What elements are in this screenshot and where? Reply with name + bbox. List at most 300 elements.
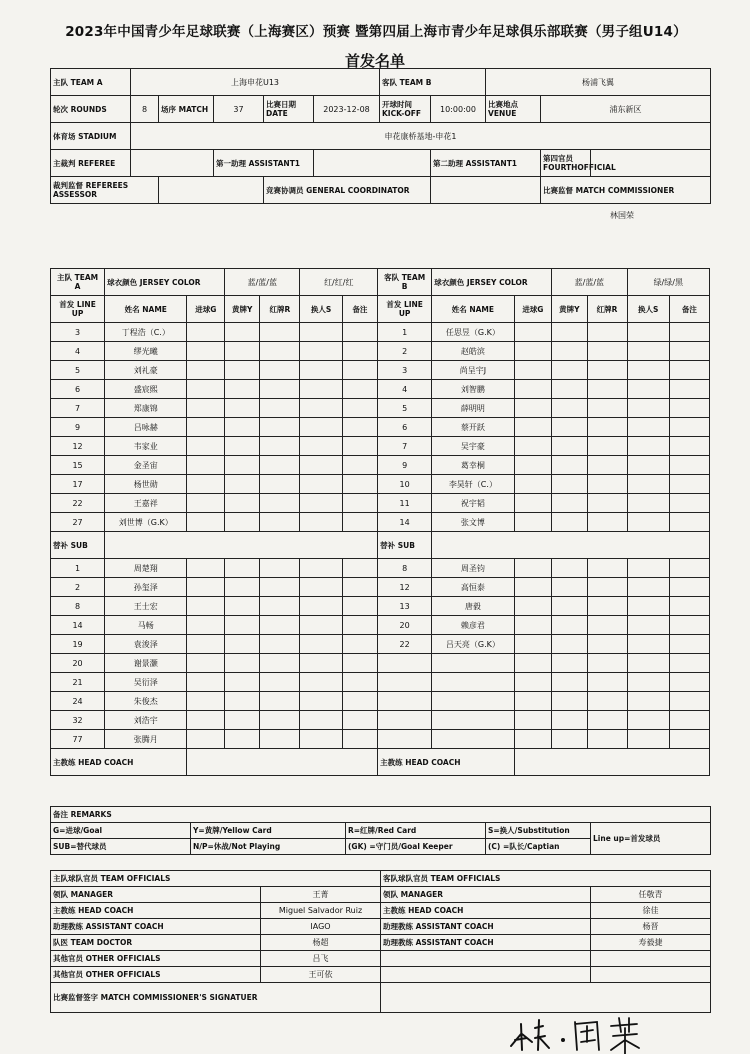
date-value: 2023-12-08 — [314, 96, 380, 123]
table-row — [51, 730, 710, 749]
stat-cell — [627, 323, 669, 342]
stat-cell — [669, 513, 709, 532]
stat-cell — [627, 673, 669, 692]
official-row — [51, 935, 711, 951]
stat-cell — [300, 578, 342, 597]
stat-cell — [260, 456, 300, 475]
player-number: 32 — [51, 711, 105, 730]
player-number: 1 — [378, 323, 432, 342]
stat-cell — [187, 475, 225, 494]
away-team-label: 客队 TEAM B — [380, 69, 486, 96]
stat-cell — [300, 399, 342, 418]
away-official-value — [591, 967, 711, 983]
away-official-value: 任敬青 — [591, 887, 711, 903]
stat-cell — [187, 494, 225, 513]
home-official-label: 领队 MANAGER — [51, 887, 261, 903]
away-official-label: 助理教练 ASSISTANT COACH — [381, 935, 591, 951]
home-official-value: IAGO — [261, 919, 381, 935]
stat-cell — [627, 654, 669, 673]
stat-cell — [225, 711, 260, 730]
official-row — [51, 887, 711, 903]
player-name: 吴衍泽 — [105, 673, 187, 692]
player-name: 张腾月 — [105, 730, 187, 749]
stat-cell — [552, 635, 587, 654]
stat-cell — [260, 380, 300, 399]
player-name: 金圣宙 — [105, 456, 187, 475]
stat-cell — [300, 380, 342, 399]
stat-cell — [225, 673, 260, 692]
stat-cell — [552, 342, 587, 361]
stadium-value: 申花康桥基地-申花1 — [131, 123, 711, 150]
stat-cell — [669, 654, 709, 673]
stat-cell — [514, 711, 552, 730]
kickoff-value: 10:00:00 — [431, 96, 486, 123]
stat-cell — [260, 597, 300, 616]
home-sub-label: 替补 SUB — [51, 532, 105, 559]
remark-goal: G=进球/Goal — [51, 823, 191, 839]
player-name — [432, 730, 514, 749]
stat-cell — [225, 475, 260, 494]
stat-cell — [342, 635, 377, 654]
stat-cell — [514, 456, 552, 475]
stat-cell — [514, 635, 552, 654]
table-row — [51, 361, 710, 380]
stat-cell — [552, 673, 587, 692]
stat-cell — [627, 437, 669, 456]
stat-cell — [514, 730, 552, 749]
stat-cell — [300, 456, 342, 475]
document-title: 2023年中国青少年足球联赛（上海赛区）预赛 暨第四届上海市青少年足球俱乐部联赛（男子组U14） — [65, 24, 687, 40]
stat-cell — [669, 730, 709, 749]
home-official-label: 其他官员 OTHER OFFICIALS — [51, 967, 261, 983]
stadium-label: 体育场 STADIUM — [51, 123, 131, 150]
stat-cell — [300, 635, 342, 654]
player-name: 郑康锦 — [105, 399, 187, 418]
player-number: 1 — [51, 559, 105, 578]
stat-cell — [627, 597, 669, 616]
match-info-table — [50, 68, 711, 204]
assistant1-value — [314, 150, 431, 177]
stat-cell — [627, 399, 669, 418]
stat-cell — [300, 418, 342, 437]
stat-cell — [225, 513, 260, 532]
stat-cell — [342, 494, 377, 513]
stat-cell — [260, 418, 300, 437]
away-jersey-2: 绿/绿/黑 — [627, 269, 709, 296]
player-number: 4 — [51, 342, 105, 361]
stat-cell — [300, 342, 342, 361]
stat-cell — [187, 380, 225, 399]
stat-cell — [552, 380, 587, 399]
player-number — [378, 730, 432, 749]
stat-cell — [552, 730, 587, 749]
venue-value: 浦东新区 — [541, 96, 711, 123]
stat-cell — [225, 342, 260, 361]
remark-substitution: S=换人/Substitution — [486, 823, 591, 839]
stat-cell — [587, 559, 627, 578]
table-row — [51, 654, 710, 673]
stat-cell — [587, 437, 627, 456]
player-number: 6 — [378, 418, 432, 437]
player-number: 6 — [51, 380, 105, 399]
away-official-label — [381, 951, 591, 967]
stat-cell — [300, 513, 342, 532]
player-number — [378, 654, 432, 673]
stat-cell — [669, 692, 709, 711]
player-name: 葛幸桐 — [432, 456, 514, 475]
player-name: 丁程浩（C.） — [105, 323, 187, 342]
stat-cell — [514, 418, 552, 437]
stat-cell — [587, 456, 627, 475]
stat-cell — [627, 692, 669, 711]
player-number: 10 — [378, 475, 432, 494]
stat-cell — [342, 559, 377, 578]
player-name: 唐毅 — [432, 597, 514, 616]
stat-cell — [669, 578, 709, 597]
remark-red: R=红牌/Red Card — [346, 823, 486, 839]
stat-cell — [514, 342, 552, 361]
home-jersey-label: 球衣颜色 JERSEY COLOR — [105, 269, 225, 296]
stat-cell — [669, 635, 709, 654]
away-official-value — [591, 951, 711, 967]
stat-cell — [669, 475, 709, 494]
stat-cell — [187, 692, 225, 711]
stat-cell — [300, 730, 342, 749]
document-subtitle: 首发名单 — [344, 52, 405, 70]
stat-cell — [187, 730, 225, 749]
stat-cell — [300, 597, 342, 616]
home-official-label: 主教练 HEAD COACH — [51, 903, 261, 919]
stat-cell — [627, 513, 669, 532]
player-number: 7 — [51, 399, 105, 418]
stat-cell — [260, 654, 300, 673]
stat-cell — [300, 323, 342, 342]
stat-cell — [260, 578, 300, 597]
stat-cell — [514, 597, 552, 616]
away-official-value: 徐佳 — [591, 903, 711, 919]
assessor-value — [159, 177, 264, 204]
player-name — [432, 711, 514, 730]
stat-cell — [300, 494, 342, 513]
stat-cell — [225, 730, 260, 749]
commissioner-label: 比赛监督 MATCH COMMISSIONER — [541, 177, 711, 204]
home-official-label: 其他官员 OTHER OFFICIALS — [51, 951, 261, 967]
stat-cell — [669, 342, 709, 361]
col-name: 姓名 NAME — [105, 296, 187, 323]
stat-cell — [187, 513, 225, 532]
player-name: 刘浩宇 — [105, 711, 187, 730]
stat-cell — [342, 418, 377, 437]
stat-cell — [514, 673, 552, 692]
stat-cell — [342, 399, 377, 418]
stat-cell — [552, 654, 587, 673]
player-name — [432, 654, 514, 673]
stat-cell — [260, 559, 300, 578]
away-official-value: 寿毅捷 — [591, 935, 711, 951]
player-name: 吕天亮（G.K） — [432, 635, 514, 654]
stat-cell — [342, 361, 377, 380]
stat-cell — [669, 361, 709, 380]
stat-cell — [669, 673, 709, 692]
stat-cell — [342, 711, 377, 730]
stat-cell — [587, 578, 627, 597]
player-name — [432, 692, 514, 711]
player-number: 24 — [51, 692, 105, 711]
player-number: 8 — [51, 597, 105, 616]
stat-cell — [260, 513, 300, 532]
player-name: 王嘉祥 — [105, 494, 187, 513]
stat-cell — [514, 323, 552, 342]
stat-cell — [552, 361, 587, 380]
table-row — [51, 597, 710, 616]
stat-cell — [669, 418, 709, 437]
remarks-title: 备注 REMARKS — [51, 807, 711, 823]
stat-cell — [260, 730, 300, 749]
stat-cell — [587, 635, 627, 654]
stat-cell — [225, 616, 260, 635]
stat-cell — [587, 361, 627, 380]
remark-captain: (C) =队长/Captian — [486, 839, 591, 855]
player-name: 张文博 — [432, 513, 514, 532]
stat-cell — [587, 513, 627, 532]
player-number: 2 — [51, 578, 105, 597]
stat-cell — [669, 616, 709, 635]
stat-cell — [225, 578, 260, 597]
stat-cell — [342, 342, 377, 361]
stat-cell — [342, 323, 377, 342]
away-sub-label: 替补 SUB — [378, 532, 432, 559]
official-row — [51, 903, 711, 919]
home-official-value: 杨超 — [261, 935, 381, 951]
player-name: 尚呈宇J — [432, 361, 514, 380]
stat-cell — [225, 654, 260, 673]
home-official-value: 吕飞 — [261, 951, 381, 967]
player-name: 蔡开跃 — [432, 418, 514, 437]
stat-cell — [669, 559, 709, 578]
player-number: 77 — [51, 730, 105, 749]
commissioner-value: 林国荣 — [610, 211, 634, 220]
rounds-value: 8 — [131, 96, 159, 123]
player-name: 孙玺泽 — [105, 578, 187, 597]
stat-cell — [300, 437, 342, 456]
stat-cell — [627, 380, 669, 399]
stat-cell — [552, 513, 587, 532]
stat-cell — [342, 475, 377, 494]
player-name: 杨世勋 — [105, 475, 187, 494]
stat-cell — [187, 673, 225, 692]
official-row — [51, 919, 711, 935]
col-sub: 换人S — [300, 296, 342, 323]
home-official-label: 队医 TEAM DOCTOR — [51, 935, 261, 951]
stat-cell — [187, 711, 225, 730]
stat-cell — [225, 399, 260, 418]
player-name: 祝宇韬 — [432, 494, 514, 513]
player-name: 盛宸熙 — [105, 380, 187, 399]
table-row — [51, 692, 710, 711]
player-number: 17 — [51, 475, 105, 494]
stat-cell — [514, 513, 552, 532]
stat-cell — [514, 437, 552, 456]
player-name — [432, 673, 514, 692]
stat-cell — [187, 418, 225, 437]
stat-cell — [587, 342, 627, 361]
lineup-table — [50, 268, 710, 776]
home-official-value: 王可依 — [261, 967, 381, 983]
home-jersey-1: 蓝/蓝/蓝 — [225, 269, 300, 296]
stat-cell — [342, 616, 377, 635]
table-row — [51, 342, 710, 361]
player-name: 薛明明 — [432, 399, 514, 418]
player-number — [378, 692, 432, 711]
stat-cell — [552, 456, 587, 475]
stat-cell — [300, 475, 342, 494]
away-official-label: 主教练 HEAD COACH — [381, 903, 591, 919]
away-official-value: 杨晋 — [591, 919, 711, 935]
stat-cell — [300, 711, 342, 730]
official-row — [51, 967, 711, 983]
player-number: 5 — [51, 361, 105, 380]
player-name: 韦家业 — [105, 437, 187, 456]
col-yellow: 黄牌Y — [552, 296, 587, 323]
player-number — [378, 673, 432, 692]
stat-cell — [587, 494, 627, 513]
stat-cell — [225, 361, 260, 380]
stat-cell — [627, 559, 669, 578]
stat-cell — [552, 494, 587, 513]
player-number: 9 — [51, 418, 105, 437]
stat-cell — [260, 673, 300, 692]
stat-cell — [260, 711, 300, 730]
player-name: 刘智鹏 — [432, 380, 514, 399]
stat-cell — [225, 597, 260, 616]
col-sub: 换人S — [627, 296, 669, 323]
player-number: 22 — [51, 494, 105, 513]
home-jersey-2: 红/红/红 — [300, 269, 378, 296]
stat-cell — [514, 361, 552, 380]
stat-cell — [260, 494, 300, 513]
away-jersey-label: 球衣颜色 JERSEY COLOR — [432, 269, 552, 296]
player-number: 19 — [51, 635, 105, 654]
table-row — [51, 513, 710, 532]
stat-cell — [300, 692, 342, 711]
stat-cell — [514, 578, 552, 597]
stat-cell — [187, 323, 225, 342]
stat-cell — [514, 692, 552, 711]
stat-cell — [514, 475, 552, 494]
player-name: 王士宏 — [105, 597, 187, 616]
home-official-value: 王菁 — [261, 887, 381, 903]
player-name: 刘礼豪 — [105, 361, 187, 380]
commissioner-signature — [505, 1010, 655, 1054]
stat-cell — [225, 418, 260, 437]
official-row — [51, 951, 711, 967]
player-number: 22 — [378, 635, 432, 654]
stat-cell — [587, 475, 627, 494]
stat-cell — [187, 578, 225, 597]
stat-cell — [514, 654, 552, 673]
stat-cell — [587, 616, 627, 635]
player-name: 朱俊杰 — [105, 692, 187, 711]
col-note: 备注 — [342, 296, 377, 323]
player-number: 5 — [378, 399, 432, 418]
stat-cell — [260, 399, 300, 418]
away-team-head: 客队 TEAM B — [378, 269, 432, 296]
player-number: 12 — [51, 437, 105, 456]
col-goal: 进球G — [187, 296, 225, 323]
player-number: 9 — [378, 456, 432, 475]
player-name: 吕咏赫 — [105, 418, 187, 437]
stat-cell — [225, 437, 260, 456]
stat-cell — [300, 559, 342, 578]
stat-cell — [627, 730, 669, 749]
stat-cell — [300, 361, 342, 380]
stat-cell — [187, 342, 225, 361]
stat-cell — [342, 380, 377, 399]
home-team-label: 主队 TEAM A — [51, 69, 131, 96]
home-team-head: 主队 TEAM A — [51, 269, 105, 296]
table-row — [51, 494, 710, 513]
stat-cell — [669, 323, 709, 342]
home-official-label: 助理教练 ASSISTANT COACH — [51, 919, 261, 935]
table-row — [51, 323, 710, 342]
stat-cell — [260, 475, 300, 494]
remark-lineup: Line up=首发球员 — [591, 823, 711, 855]
stat-cell — [187, 635, 225, 654]
remark-yellow: Y=黄牌/Yellow Card — [191, 823, 346, 839]
stat-cell — [552, 475, 587, 494]
coordinator-value — [431, 177, 541, 204]
col-lineup: 首发 LINE UP — [51, 296, 105, 323]
stat-cell — [552, 692, 587, 711]
stat-cell — [627, 494, 669, 513]
player-number — [378, 711, 432, 730]
stat-cell — [225, 494, 260, 513]
date-label: 比赛日期 DATE — [264, 96, 314, 123]
remarks-table — [50, 806, 711, 855]
player-name: 马畅 — [105, 616, 187, 635]
table-row — [51, 475, 710, 494]
player-number: 7 — [378, 437, 432, 456]
table-row — [51, 578, 710, 597]
stat-cell — [342, 730, 377, 749]
away-official-label: 助理教练 ASSISTANT COACH — [381, 919, 591, 935]
player-number: 8 — [378, 559, 432, 578]
player-name: 李昊轩（C.） — [432, 475, 514, 494]
stat-cell — [669, 380, 709, 399]
fourth-official-label: 第四官员 FOURTHOFFICIAL — [541, 150, 591, 177]
stat-cell — [300, 673, 342, 692]
stat-cell — [342, 692, 377, 711]
home-official-value: Miguel Salvador Ruiz — [261, 903, 381, 919]
stat-cell — [342, 513, 377, 532]
table-row — [51, 673, 710, 692]
col-note: 备注 — [669, 296, 709, 323]
stat-cell — [514, 380, 552, 399]
stat-cell — [225, 692, 260, 711]
stat-cell — [627, 711, 669, 730]
stat-cell — [342, 578, 377, 597]
away-official-label: 领队 MANAGER — [381, 887, 591, 903]
player-name: 谢景灏 — [105, 654, 187, 673]
stat-cell — [225, 456, 260, 475]
stat-cell — [587, 673, 627, 692]
player-number: 14 — [51, 616, 105, 635]
home-coach-label: 主教练 HEAD COACH — [51, 749, 187, 776]
stat-cell — [225, 323, 260, 342]
stat-cell — [587, 730, 627, 749]
player-number: 3 — [51, 323, 105, 342]
table-row — [51, 437, 710, 456]
